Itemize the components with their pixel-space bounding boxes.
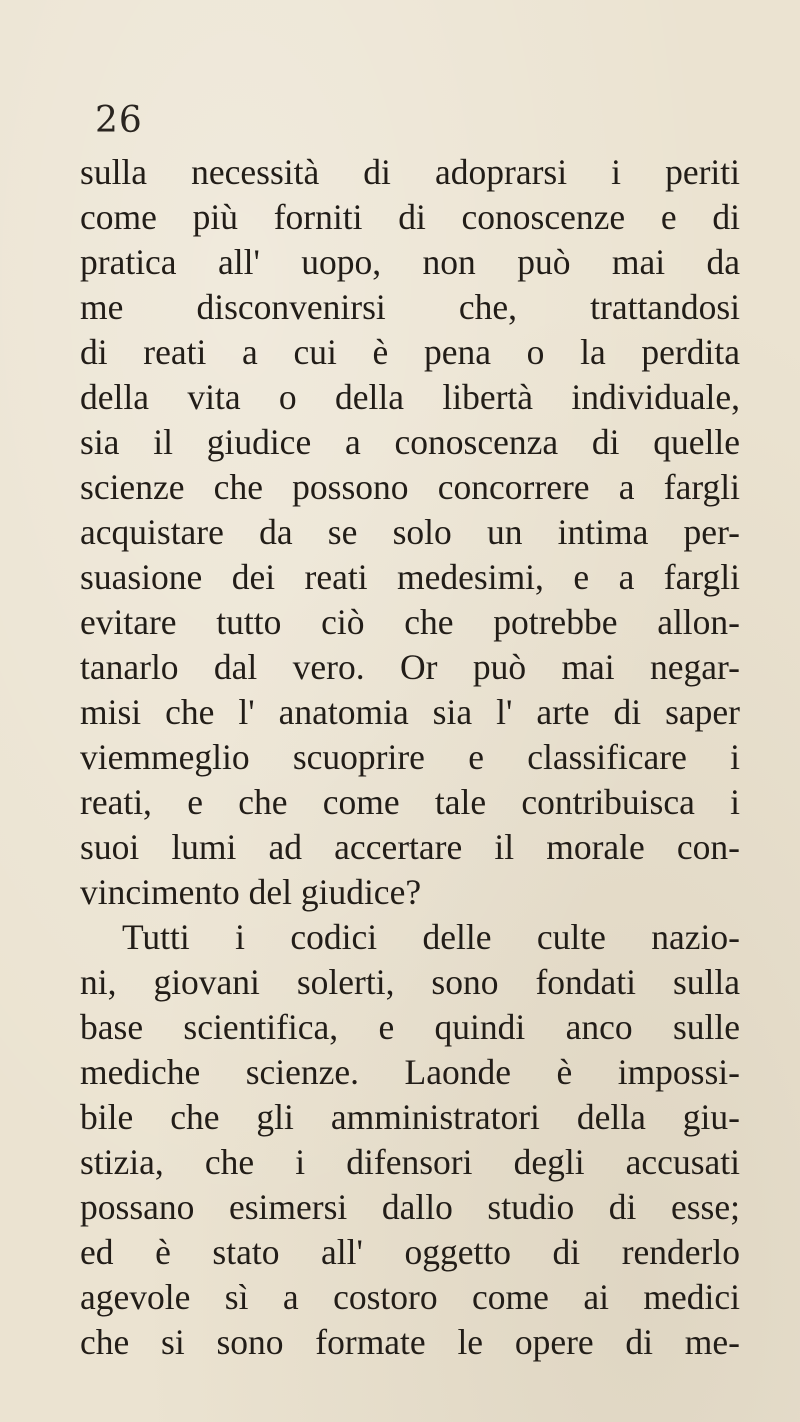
text-line: evitare tutto ciò che potrebbe allon- — [80, 602, 740, 642]
text-line: reati, e che come tale contribuisca i — [80, 782, 740, 822]
text-line: viemmeglio scuoprire e classificare i — [80, 737, 740, 777]
text-line: di reati a cui è pena o la perdita — [80, 332, 740, 372]
text-line: tanarlo dal vero. Or può mai negar- — [80, 647, 740, 687]
text-line: che si sono formate le opere di me- — [80, 1322, 740, 1362]
body-text — [80, 150, 740, 1365]
text-line: sulla necessità di adoprarsi i periti — [80, 152, 740, 192]
text-line: agevole sì a costoro come ai medici — [80, 1277, 740, 1317]
text-line: suasione dei reati medesimi, e a fargli — [80, 557, 740, 597]
paragraph-start-line: Tutti i codici delle culte nazio- — [122, 917, 740, 957]
text-line: base scientifica, e quindi anco sulle — [80, 1007, 740, 1047]
text-line: come più forniti di conoscenze e di — [80, 197, 740, 237]
text-line: acquistare da se solo un intima per- — [80, 512, 740, 552]
text-line: della vita o della libertà individuale, — [80, 377, 740, 417]
text-line: misi che l' anatomia sia l' arte di saper — [80, 692, 740, 732]
text-line: pratica all' uopo, non può mai da — [80, 242, 740, 282]
text-line: stizia, che i difensori degli accusati — [80, 1142, 740, 1182]
page-number: 26 — [95, 100, 143, 141]
text-line: scienze che possono concorrere a fargli — [80, 467, 740, 507]
text-line: ni, giovani solerti, sono fondati sulla — [80, 962, 740, 1002]
text-line: bile che gli amministratori della giu- — [80, 1097, 740, 1137]
text-line: possano esimersi dallo studio di esse; — [80, 1187, 740, 1227]
text-line: mediche scienze. Laonde è impossi- — [80, 1052, 740, 1092]
text-line: ed è stato all' oggetto di renderlo — [80, 1232, 740, 1272]
text-line: sia il giudice a conoscenza di quelle — [80, 422, 740, 462]
paragraph-end-line: vincimento del giudice? — [80, 872, 422, 912]
text-line: suoi lumi ad accertare il morale con- — [80, 827, 740, 867]
text-line: me disconvenirsi che, trattandosi — [80, 287, 740, 327]
